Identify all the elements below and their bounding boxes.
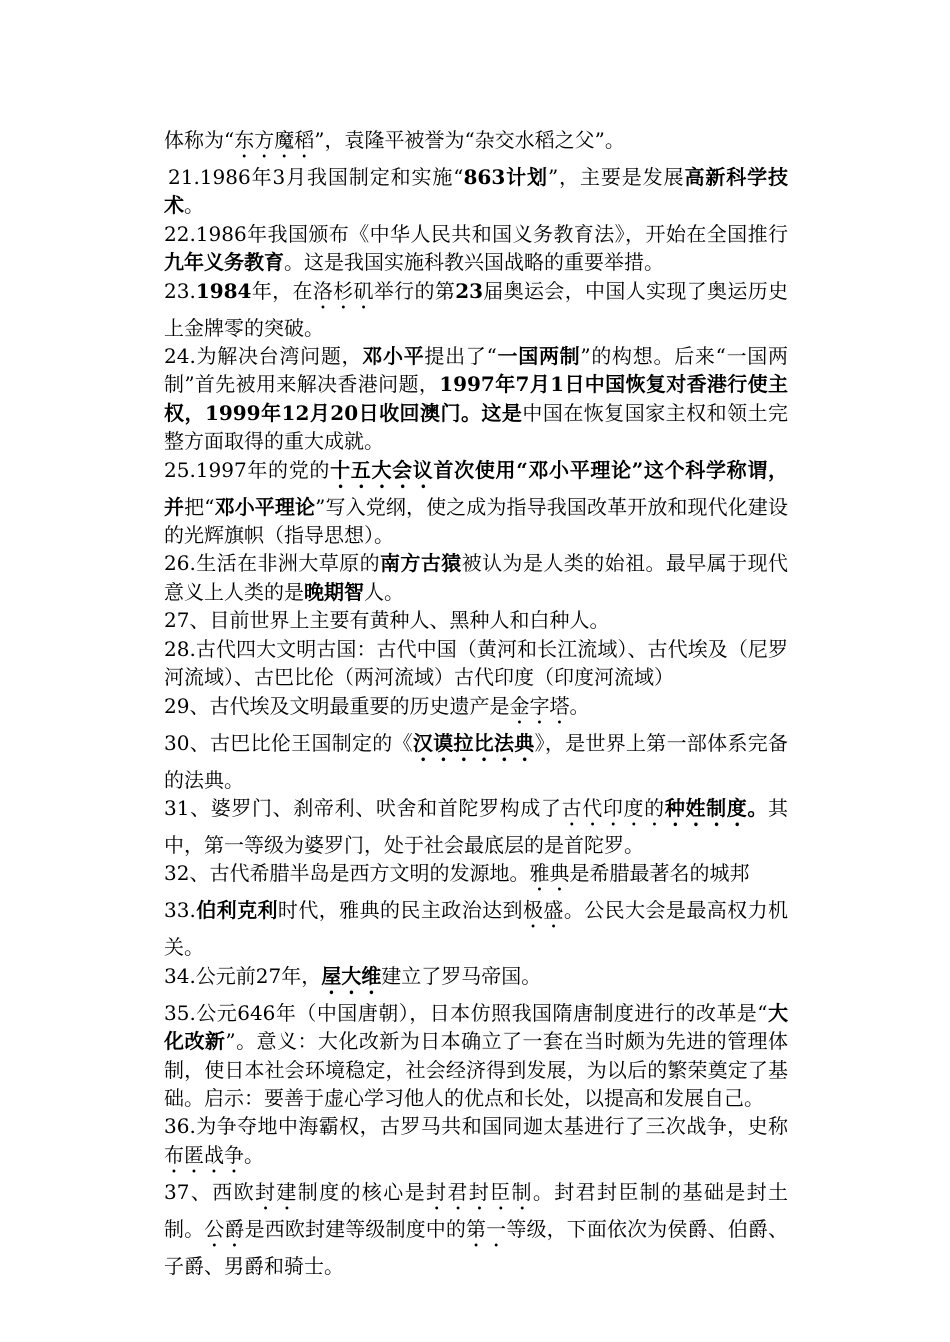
paragraph (164, 220, 788, 277)
bold-text: 晚期智 (304, 579, 364, 604)
text-segment: 把“ (184, 494, 215, 519)
text-segment: 是希腊最著名的城邦 (569, 861, 750, 886)
text-segment: ”。意义：大化改新为日本确立了一套在当时颇为先进的管理体制，使日本社会环境稳定，社会经济得到发展，为以后的繁荣奠定了基础。启示：要善于虚心学习他人的优点和长处，以提高和发展自己。 (164, 1029, 789, 1110)
emphasis-text: 古代印度的 (561, 795, 665, 820)
text-segment: 其中，第一等级为婆罗门，处于社会最底层的是首陀罗。 (164, 795, 789, 857)
document-page (164, 126, 788, 1280)
text-segment: 32、古代希腊半岛是西方文明的发源地。 (164, 861, 530, 886)
text-segment: 中国在恢复国家主权和领土完整方面取得的重大成就。 (164, 400, 789, 454)
emphasis-text: 洛杉矶 (312, 278, 374, 303)
paragraph (164, 456, 788, 550)
text-segment: 。封君封臣制的基础是封土制。 (164, 1179, 789, 1241)
bold-text: 九年义务教育 (164, 250, 284, 275)
emphasis-text: 雅典 (529, 861, 570, 886)
text-segment: ”，主要是发展 (547, 165, 685, 189)
text-segment: 27、目前世界上主要有黄种人、黑种人和白种人。 (164, 608, 610, 633)
bold-text: 1997年7月1日中国恢复对香港行使主权，1999年12月20日收回澳门。这是 (164, 372, 788, 425)
paragraph (164, 962, 788, 999)
emphasis-text: 布匿战争 (164, 1142, 244, 1167)
text-segment: 等级，下面依次为侯爵、伯爵、子爵、男爵和骑士。 (164, 1216, 789, 1278)
text-segment: 34.公元前27年， (164, 963, 322, 988)
text-segment: 届奥运会，中国人实现了奥运历史上金牌零的突破。 (164, 278, 789, 340)
bold-text: 种姓制度 (664, 795, 748, 820)
text-segment: 30、古巴比伦王国制定的《 (164, 730, 413, 755)
paragraph (164, 635, 788, 692)
bold-text: 邓小平理论 (214, 494, 316, 519)
paragraph (164, 1178, 788, 1280)
bold-text: 23 (455, 278, 484, 303)
emphasis-text: 公爵 (204, 1216, 245, 1241)
text-segment: 26.生活在非洲大草原的 (164, 551, 381, 576)
text-segment: 制度的核心是 (297, 1179, 426, 1204)
paragraph (164, 859, 788, 896)
emphasis-text: 东方魔稻 (234, 128, 315, 152)
bold-text: 1984 (195, 278, 252, 303)
emphasis-text: 封建 (254, 1179, 298, 1204)
text-segment: ”，袁隆平被誉为“杂交水稻之父”。 (314, 128, 625, 152)
paragraph (164, 126, 788, 163)
text-segment: 24.为解决台湾问题， (164, 344, 363, 369)
text-segment: 21.1986年3月我国制定和实施“ (168, 165, 464, 189)
text-segment: 。公民大会是最高权力机关。 (164, 898, 789, 960)
bold-text: 大化改新 (164, 1000, 788, 1054)
paragraph (164, 549, 788, 606)
text-segment: 提出了“ (424, 344, 497, 369)
bold-text: 邓小平 (362, 344, 425, 369)
text-segment: 25.1997年的党的 (164, 457, 331, 482)
paragraph (164, 163, 788, 220)
text-segment: 人。 (364, 579, 404, 604)
paragraph (164, 794, 788, 859)
text-segment: 33. (164, 898, 196, 923)
emphasis-text: 极盛 (522, 898, 564, 923)
text-segment: 23. (164, 278, 196, 303)
bold-text: 十五大会议 (330, 457, 434, 482)
emphasis-text: 金字塔 (509, 693, 570, 718)
bold-text: 一国两制 (496, 344, 581, 369)
text-segment: 22.1986年我国颁布《中华人民共和国义务教育法》，开始在全国推行 (164, 221, 788, 246)
text-segment: 35.公元646年（中国唐朝），日本仿照我国隋唐制度进行的改革是“ (164, 1000, 768, 1025)
text-segment: ”写入党纲，使之成为指导我国改革开放和现代化建设的光辉旗帜（指导思想）。 (164, 494, 789, 548)
bold-text: 首次使用“邓小平理论”这个科学称谓，并 (164, 457, 788, 519)
text-segment: 建立了罗马帝国。 (381, 963, 542, 988)
text-segment: 28.古代四大文明古国：古代中国（黄河和长江流域）、古代埃及（尼罗河流域）、古巴比伦（两河流域）古代印度（印度河流域） (164, 636, 788, 690)
emphasis-text: 封君封臣制 (426, 1179, 533, 1204)
paragraph (164, 999, 788, 1113)
text-segment: 》，是世界上第一部体系完备的法典。 (164, 730, 789, 792)
text-segment: 被认为是人类的始祖。最早属于现代意义上人类的是 (164, 551, 789, 604)
text-segment: 。 (569, 693, 590, 718)
text-segment: 是西欧封建等级制度中的 (244, 1216, 467, 1241)
paragraph (164, 729, 788, 794)
text-segment: 体称为“ (164, 128, 235, 152)
bold-text: 863计划 (463, 165, 548, 189)
text-segment: 31、婆罗门、刹帝利、吠舍和首陀罗构成了 (164, 795, 562, 820)
paragraph (164, 342, 788, 456)
bold-text: 高新科学技术 (164, 165, 789, 218)
bold-text: 汉谟拉比法典 (412, 730, 535, 755)
text-segment: 年，在 (251, 278, 313, 303)
bold-text: 屋大维 (321, 963, 382, 988)
paragraph (164, 277, 788, 342)
bold-text: 南方古猿 (380, 551, 462, 576)
bold-text: 伯利克利 (195, 898, 278, 923)
text-segment: 举行的第 (373, 278, 456, 303)
paragraph (164, 692, 788, 729)
text-segment: 37、西欧 (164, 1179, 255, 1204)
text-segment: 36.为争夺地中海霸权，古罗马共和国同迦太基进行了三次战争，史称 (164, 1114, 788, 1139)
text-segment: ”的构想。后来“一国两制”首先被用来解决香港问题， (164, 344, 789, 397)
bold-text: 。 (747, 795, 769, 820)
text-segment: 29、古代埃及文明最重要的历史遗产是 (164, 693, 510, 718)
paragraph (164, 606, 788, 634)
text-segment: 。 (244, 1142, 264, 1167)
text-segment: 。这是我国实施科教兴国战略的重要举措。 (284, 250, 664, 275)
emphasis-text: 第一 (466, 1216, 507, 1241)
text-segment: 。 (184, 193, 204, 218)
paragraph (164, 1112, 788, 1177)
text-segment: 时代，雅典的民主政治达到 (277, 898, 523, 923)
paragraph (164, 896, 788, 961)
